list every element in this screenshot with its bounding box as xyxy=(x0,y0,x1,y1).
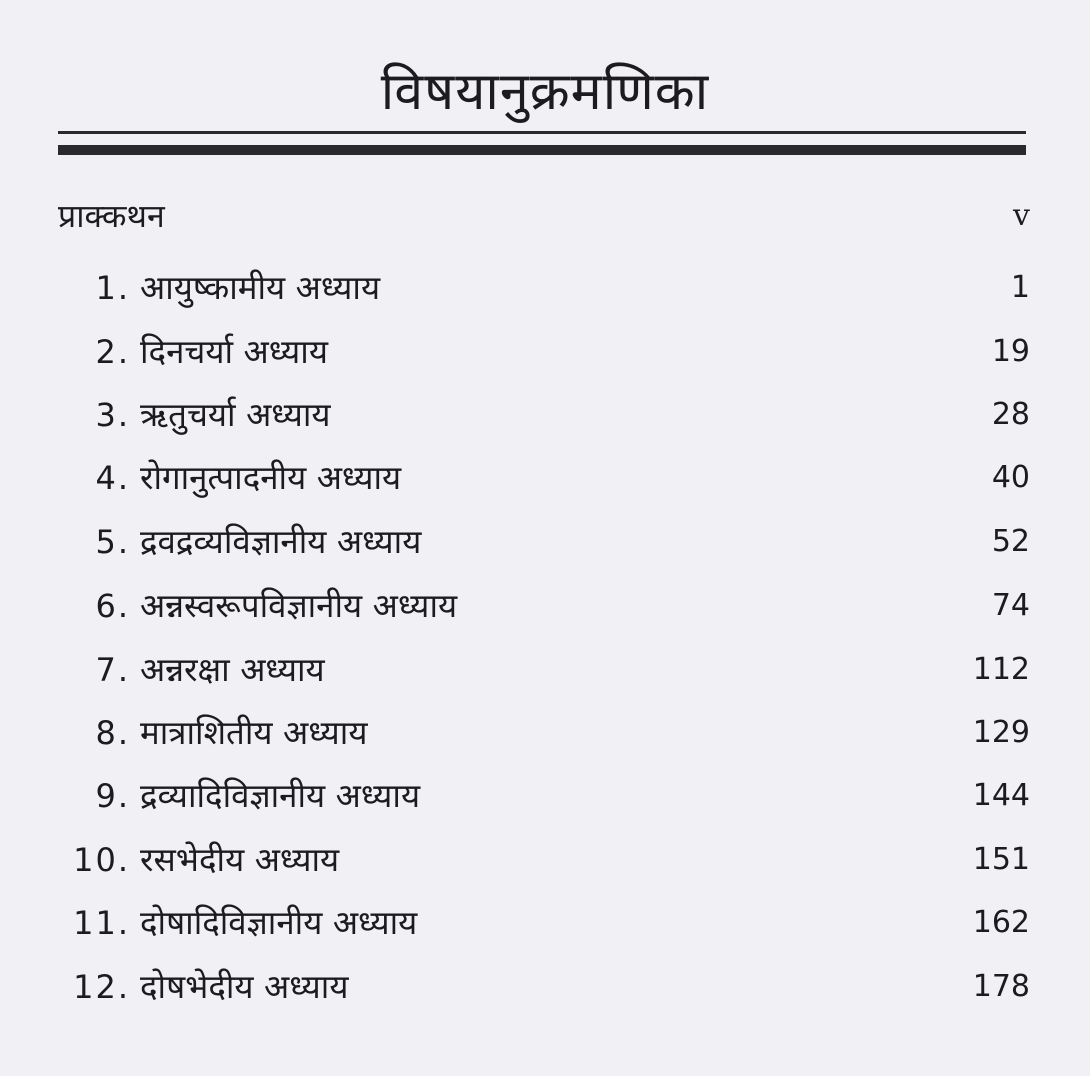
toc-entry-number: 2. xyxy=(95,333,130,371)
toc-row-preface[interactable] xyxy=(0,186,1090,246)
toc-entry-number: 11. xyxy=(73,904,130,942)
toc-entry-page: 74 xyxy=(991,588,1030,623)
toc-entry-title: प्राक्कथन xyxy=(58,197,165,235)
toc-row[interactable] xyxy=(0,957,1090,1017)
toc-entry-title: दोषादिविज्ञानीय अध्याय xyxy=(140,903,418,942)
toc-entry-page: 178 xyxy=(972,969,1030,1004)
toc-row[interactable] xyxy=(0,703,1090,763)
toc-entry-title: द्रव्यादिविज्ञानीय अध्याय xyxy=(140,776,421,815)
toc-entry-page: 144 xyxy=(972,778,1030,813)
toc-entry-number: 9. xyxy=(95,777,130,815)
toc-entry-title: दिनचर्या अध्याय xyxy=(140,332,328,371)
toc-entry-title: दोषभेदीय अध्याय xyxy=(140,967,349,1006)
toc-entry-number: 6. xyxy=(95,587,130,625)
toc-entry-number: 1. xyxy=(95,269,130,307)
toc-entry-number: 8. xyxy=(95,714,130,752)
toc-entry-page: 162 xyxy=(972,905,1030,940)
title-divider-thin xyxy=(58,131,1026,134)
page-title: विषयानुक्रमणिका xyxy=(380,62,710,122)
toc-entry-title: द्रवद्रव्यविज्ञानीय अध्याय xyxy=(140,522,422,561)
toc-entry-page: 112 xyxy=(972,652,1030,687)
toc-entry-number: 7. xyxy=(95,651,130,689)
toc-entry-number: 5. xyxy=(95,523,130,561)
toc-entry-page: 52 xyxy=(991,524,1030,559)
toc-row[interactable] xyxy=(0,640,1090,700)
toc-entry-title: मात्राशितीय अध्याय xyxy=(140,713,368,752)
toc-entry-title: रसभेदीय अध्याय xyxy=(140,840,340,879)
toc-entry-title: ऋतुचर्या अध्याय xyxy=(140,395,331,434)
toc-entry-page: 129 xyxy=(972,715,1030,750)
toc-entry-number: 3. xyxy=(95,396,130,434)
toc-entry-page: v xyxy=(1013,198,1030,233)
toc-entry-title: रोगानुत्पादनीय अध्याय xyxy=(140,458,402,497)
toc-entry-title: अन्नरक्षा अध्याय xyxy=(140,650,325,689)
toc-entry-number: 12. xyxy=(73,968,130,1006)
toc-entry-page: 19 xyxy=(991,334,1030,369)
toc-row[interactable] xyxy=(0,385,1090,445)
title-divider-thick xyxy=(58,145,1026,155)
toc-entry-page: 28 xyxy=(991,397,1030,432)
toc-row[interactable] xyxy=(0,766,1090,826)
toc-entry-title: अन्नस्वरूपविज्ञानीय अध्याय xyxy=(140,586,458,625)
toc-row[interactable] xyxy=(0,448,1090,508)
toc-entry-page: 151 xyxy=(972,842,1030,877)
toc-entry-number: 4. xyxy=(95,459,130,497)
toc-entry-page: 1 xyxy=(1010,270,1030,305)
toc-row[interactable] xyxy=(0,512,1090,572)
toc-row[interactable] xyxy=(0,893,1090,953)
toc-row[interactable] xyxy=(0,830,1090,890)
toc-row[interactable] xyxy=(0,258,1090,318)
toc-entry-page: 40 xyxy=(991,460,1030,495)
toc-row[interactable] xyxy=(0,322,1090,382)
toc-entry-title: आयुष्कामीय अध्याय xyxy=(140,268,381,307)
toc-row[interactable] xyxy=(0,576,1090,636)
toc-entry-number: 10. xyxy=(73,841,130,879)
